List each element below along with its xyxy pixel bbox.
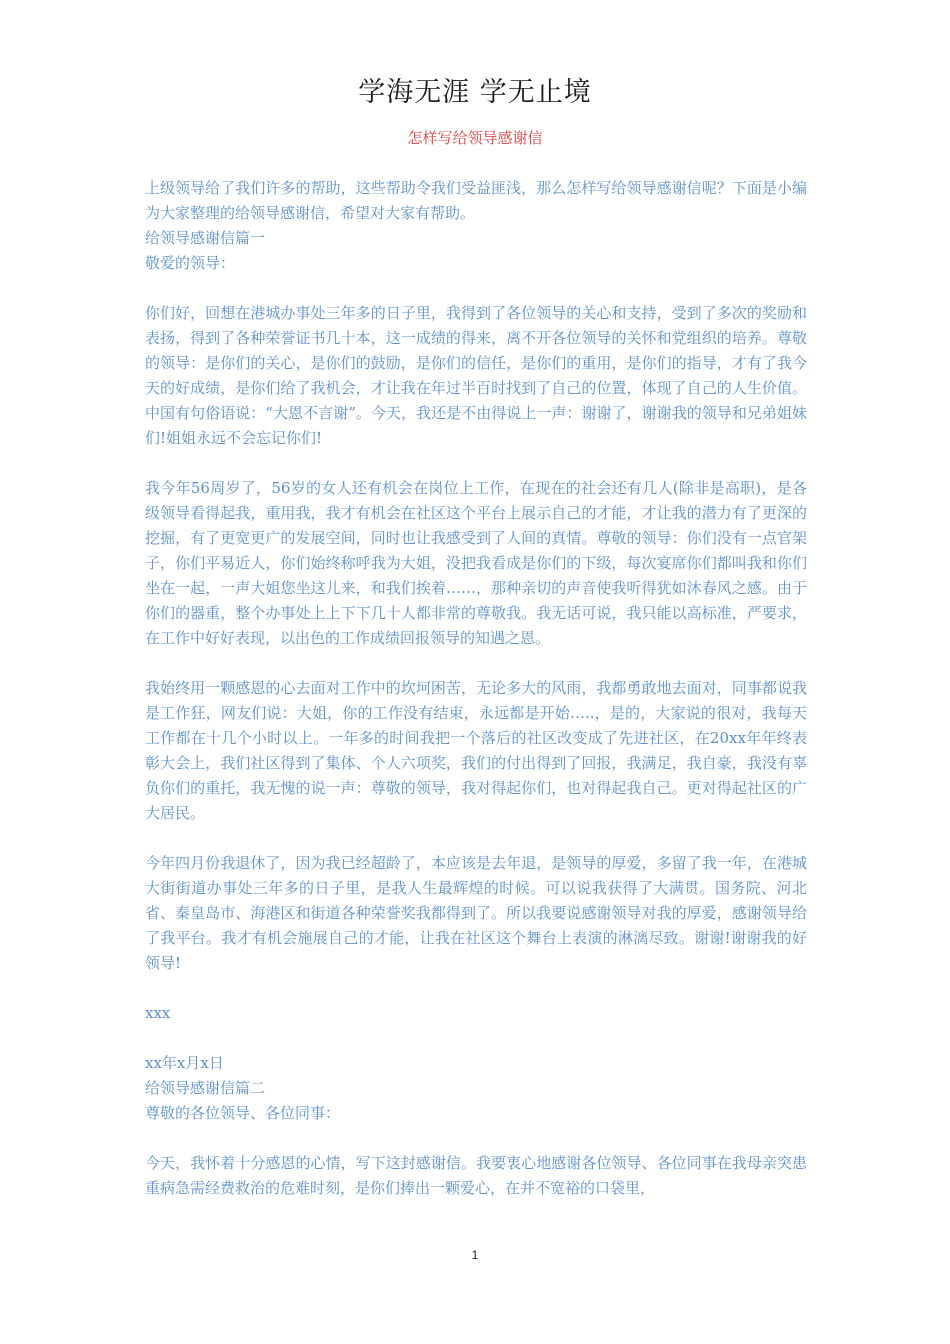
letter2-salutation: 尊敬的各位领导、各位同事： xyxy=(145,1104,341,1122)
spacer xyxy=(145,276,807,301)
intro-paragraph: 上级领导给了我们许多的帮助，这些帮助令我们受益匪浅，那么怎样写给领导感谢信呢？下面是小编为大家整理的给领导感谢信，希望对大家有帮助。 xyxy=(145,179,807,222)
page-header: 学海无涯 学无止境 xyxy=(358,77,592,108)
letter2-paragraph-1: 今天，我怀着十分感恩的心情，写下这封感谢信。我要衷心地感谢各位领导、各位同事在我母亲突患重病急需经费救治的危难时刻，是你们捧出一颗爱心，在并不宽裕的口袋里， xyxy=(145,1154,807,1197)
spacer xyxy=(145,651,807,676)
spacer xyxy=(145,1026,807,1051)
spacer xyxy=(145,1126,807,1151)
letter1-date: xx年x月x日 xyxy=(145,1054,224,1072)
page-number: 1 xyxy=(471,1248,479,1262)
letter1-paragraph-2: 我今年56周岁了，56岁的女人还有机会在岗位上工作，在现在的社会还有几人(除非是高职)，是各级领导看得起我，重用我，我才有机会在社区这个平台上展示自己的才能，才让我的潜力有了更深的挖掘，有了更宽更广的发展空间，同时也让我感受到了人间的真情。尊敬的领导：你们没有一点官架子，你们平易近人，你们始终称呼我为大姐，没把我看成是你们的下级，每次宴席你们都叫我和你们坐在一起，一声大姐您坐这儿来，和我们挨着……，那种亲切的声音使我听得犹如沐春风之感。由于你们的器重，整个办事处上上下下几十人都非常的尊敬我。我无话可说，我只能以高标准，严要求，在工作中好好表现，以出色的工作成绩回报领导的知遇之恩。 xyxy=(145,479,807,647)
document-title: 怎样写给领导感谢信 xyxy=(407,129,543,147)
letter2-heading: 给领导感谢信篇二 xyxy=(145,1079,266,1097)
spacer xyxy=(145,451,807,476)
document-body xyxy=(145,176,807,1201)
letter1-paragraph-4: 今年四月份我退休了，因为我已经超龄了，本应该是去年退，是领导的厚爱，多留了我一年，在港城大街街道办事处三年多的日子里，是我人生最辉煌的时候。可以说我获得了大满贯。国务院、河北省、秦皇岛市、海港区和街道各种荣誉奖我都得到了。所以我要说感谢领导对我的厚爱，感谢领导给了我平台。我才有机会施展自己的才能，让我在社区这个舞台上表演的淋漓尽致。谢谢!谢谢我的好领导! xyxy=(145,854,807,972)
letter1-paragraph-1: 你们好，回想在港城办事处三年多的日子里，我得到了各位领导的关心和支持，受到了多次的奖励和表扬，得到了各种荣誉证书几十本，这一成绩的得来，离不开各位领导的关怀和党组织的培养。尊敬的领导：是你们的关心，是你们的鼓励，是你们的信任，是你们的重用，是你们的指导，才有了我今天的好成绩，是你们给了我机会，才让我在年过半百时找到了自己的位置，体现了自己的人生价值。中国有句俗语说：“大恩不言谢”。今天，我还是不由得说上一声：谢谢了，谢谢我的领导和兄弟姐妹们!姐姐永远不会忘记你们! xyxy=(145,304,807,447)
letter1-signature: xxx xyxy=(145,1004,171,1022)
letter1-salutation: 敬爱的领导： xyxy=(145,254,236,272)
letter1-paragraph-3: 我始终用一颗感恩的心去面对工作中的坎坷困苦，无论多大的风雨，我都勇敢地去面对，同事都说我是工作狂，网友们说：大姐，你的工作没有结束，永远都是开始…..，是的，大家说的很对，我每天工作都在十几个小时以上。一年多的时间我把一个落后的社区改变成了先进社区，在20xx年年终表彰大会上，我们社区得到了集体、个人六项奖，我们的付出得到了回报，我满足，我自豪，我没有辜负你们的重托，我无愧的说一声：尊敬的领导，我对得起你们，也对得起我自己。更对得起社区的广大居民。 xyxy=(145,679,807,822)
letter1-heading: 给领导感谢信篇一 xyxy=(145,229,266,247)
spacer xyxy=(145,976,807,1001)
spacer xyxy=(145,826,807,851)
